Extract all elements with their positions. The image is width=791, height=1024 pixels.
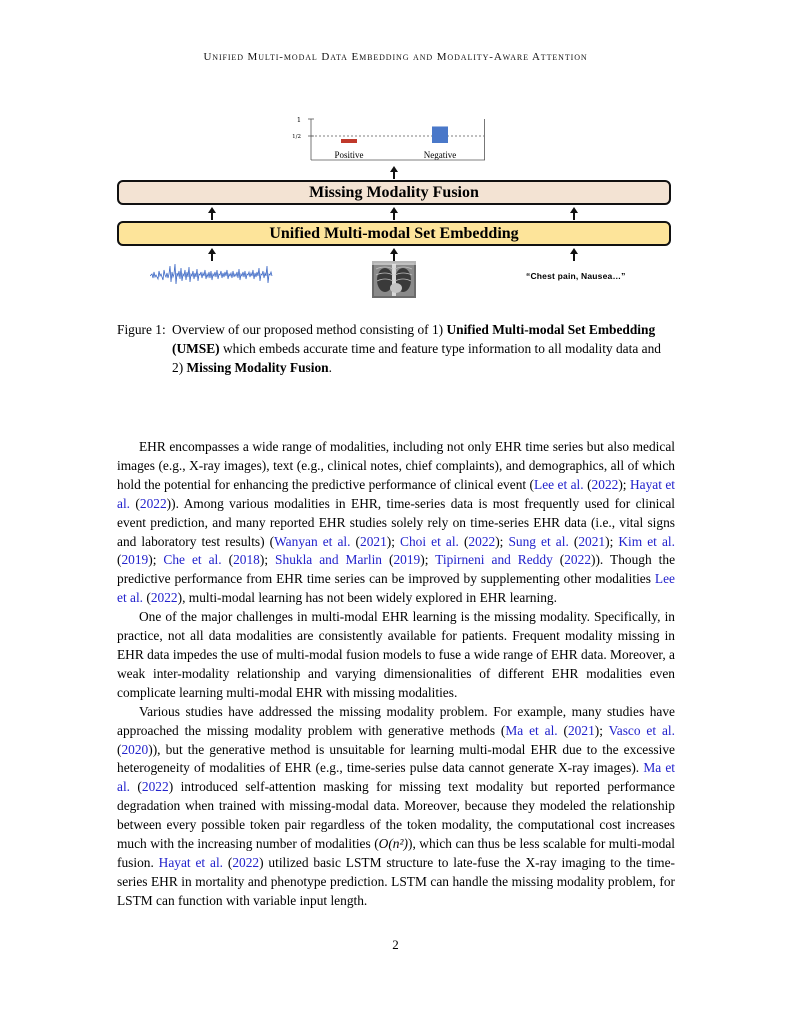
arrow-up-icon — [570, 248, 578, 261]
citation-link[interactable]: 2022 — [591, 476, 619, 492]
text-run: ( — [143, 590, 151, 606]
citation-link[interactable]: Wanyan et al. — [274, 533, 351, 549]
text-run: ( — [221, 552, 234, 568]
text-run: ( — [382, 552, 394, 568]
page-number: 2 — [392, 937, 399, 952]
citation-link[interactable]: Vasco et al. — [608, 722, 675, 738]
text-run: ); — [594, 722, 609, 738]
citation-link[interactable]: Tipirneni and Reddy — [435, 552, 553, 568]
caption-part: Overview of our proposed method consisting of 1) — [172, 322, 447, 337]
citation-link[interactable]: 2022 — [150, 590, 178, 606]
citation-link[interactable]: Sung et al. — [508, 533, 569, 549]
citation-link[interactable]: Che et al. — [163, 552, 222, 568]
paragraph-1 — [117, 438, 675, 608]
citation-link[interactable]: 2021 — [360, 533, 387, 549]
citation-link[interactable]: 2019 — [121, 552, 149, 568]
citation-link[interactable]: Lee et al. — [534, 476, 584, 492]
citation-link[interactable]: 2020 — [121, 741, 149, 757]
text-run: ); — [605, 533, 619, 549]
citation-link[interactable]: 2022 — [141, 779, 169, 795]
text-run: ( — [552, 552, 565, 568]
chart-category-label-negative: Negative — [423, 150, 457, 160]
citation-link[interactable]: Hayat et al. — [158, 854, 224, 870]
paragraph-2: One of the major challenges in multi-modal EHR learning is the missing modality. Specifically, in practice, not all data modalities are consistently available for patients. Frequent modality missing in EHR data impedes the use of multi-modal fusion models to fuse a wide range of EHR data. Moreover, a weak inter-modality relationship and varying dimensionalities of different EHR modalities even complicate learning multi-modal EHR with missing modalities. — [117, 609, 675, 700]
citation-link[interactable]: Kim et al. — [618, 533, 675, 549]
text-run: )), but the generative method is unsuitable for learning multi-modal EHR due to the excessive heterogeneity of modalities of EHR (e.g., time-series pulse data cannot generate X-ray images). — [117, 741, 675, 776]
arrow-up-icon — [390, 207, 398, 220]
arrow-up-icon — [208, 248, 216, 261]
citation-link[interactable]: Lee et al. — [117, 571, 675, 606]
arrow-up-icon — [570, 207, 578, 220]
chart-y-tick-label-half: 1/2 — [292, 134, 301, 140]
text-run: ( — [117, 552, 122, 568]
math-expression: O(n²) — [378, 836, 408, 852]
chest-xray-image — [372, 261, 416, 298]
text-run: )). Though the predictive performance from EHR time series can be improved by supplementing other modalities — [117, 552, 676, 587]
text-run: ), multi-modal learning has not been widely explored in EHR learning. — [177, 590, 557, 606]
arrow-up-icon — [390, 248, 398, 261]
figure-1 — [0, 0, 791, 310]
arrow-up-icon — [208, 207, 216, 220]
text-run: ( — [568, 533, 579, 549]
citation-link[interactable]: 2021 — [567, 722, 595, 738]
bar-negative — [432, 126, 448, 143]
text-run: ); — [386, 533, 401, 549]
text-run: ); — [420, 552, 436, 568]
clinical-text-input: “Chest pain, Nausea…” — [526, 271, 626, 281]
text-run: ), which can thus be less scalable for multi-modal fusion. — [117, 836, 675, 870]
text-run: ( — [223, 854, 233, 870]
citation-link[interactable]: Shukla and Marlin — [275, 552, 382, 568]
text-run: ( — [557, 722, 568, 738]
citation-link[interactable]: 2022 — [468, 533, 496, 549]
caption-text — [172, 320, 675, 377]
bar-positive — [341, 139, 357, 143]
text-run: ) utilized basic LSTM structure to late-fuse the X-ray imaging to the time-series EHR in mortality and phenotype prediction. LSTM can handle the missing modality problem, for LSTM can function with variable input length. — [117, 854, 675, 908]
time-series-waveform-icon — [150, 262, 273, 286]
arrow-up-icon — [390, 166, 398, 179]
citation-link[interactable]: 2022 — [139, 495, 167, 511]
caption-bold-fusion: Missing Modality Fusion — [186, 360, 329, 375]
text-run: ( — [458, 533, 469, 549]
caption-label: Figure 1: — [117, 322, 166, 337]
text-run: )). Among various modalities in EHR, time-series data is most frequently used for clinical event prediction, and many reported EHR studies solely rely on time-series EHR data (i.e., vital signs and laboratory test results) ( — [117, 495, 675, 549]
prediction-bar-chart — [287, 116, 485, 162]
figure-caption — [117, 320, 675, 377]
text-run: ( — [130, 495, 140, 511]
citation-link[interactable]: 2022 — [232, 854, 260, 870]
caption-part: which embeds accurate time and feature type information to all modality data and 2) — [172, 341, 661, 375]
text-run: ) introduced self-attention masking for missing text modality but reported performance degradation when trained with missing-modal data. Moreover, because they modeled the relationship between every possible token pair regardless of the token modality, the computational cost increases much with the increasing number of modalities ( — [117, 779, 675, 852]
text-run: ( — [117, 741, 122, 757]
chart-y-tick-label-1: 1 — [296, 116, 301, 124]
citation-link[interactable]: Choi et al. — [400, 533, 459, 549]
missing-modality-fusion-block: Missing Modality Fusion — [117, 180, 671, 205]
caption-part: . — [328, 360, 332, 375]
text-run: ( — [583, 476, 592, 492]
text-run: ( — [350, 533, 360, 549]
citation-link[interactable]: 2022 — [564, 552, 592, 568]
text-run: EHR encompasses a wide range of modalities, including not only EHR time series but also medical images (e.g., X-ray images), text (e.g., clinical notes, chief complaints), and demographics, all of which hold the potential for enhancing the predictive performance of clinical event ( — [117, 439, 675, 492]
citation-link[interactable]: Ma et al. — [117, 760, 675, 795]
running-title: Unified Multi-modal Data Embedding and Modality-Aware Attention — [203, 51, 588, 63]
citation-link[interactable]: Ma et al. — [505, 722, 558, 738]
text-run: ); — [495, 533, 509, 549]
text-run: ); — [618, 476, 630, 492]
citation-link[interactable]: 2021 — [578, 533, 606, 549]
text-run: ( — [130, 779, 142, 795]
umse-block: Unified Multi-modal Set Embedding — [117, 221, 671, 246]
text-run: ); — [148, 552, 164, 568]
citation-link[interactable]: Hayat et al. — [117, 476, 676, 511]
citation-link[interactable]: 2018 — [233, 552, 260, 568]
text-run: Various studies have addressed the missing modality problem. For example, many studies have approached the missing modality problem with generative methods ( — [117, 703, 675, 738]
chart-category-label-positive: Positive — [334, 150, 364, 160]
caption-bold-umse: Unified Multi-modal Set Embedding (UMSE) — [172, 322, 656, 356]
paragraph-3 — [117, 703, 675, 911]
text-run: ); — [259, 552, 276, 568]
body-text — [117, 438, 675, 911]
citation-link[interactable]: 2019 — [393, 552, 421, 568]
